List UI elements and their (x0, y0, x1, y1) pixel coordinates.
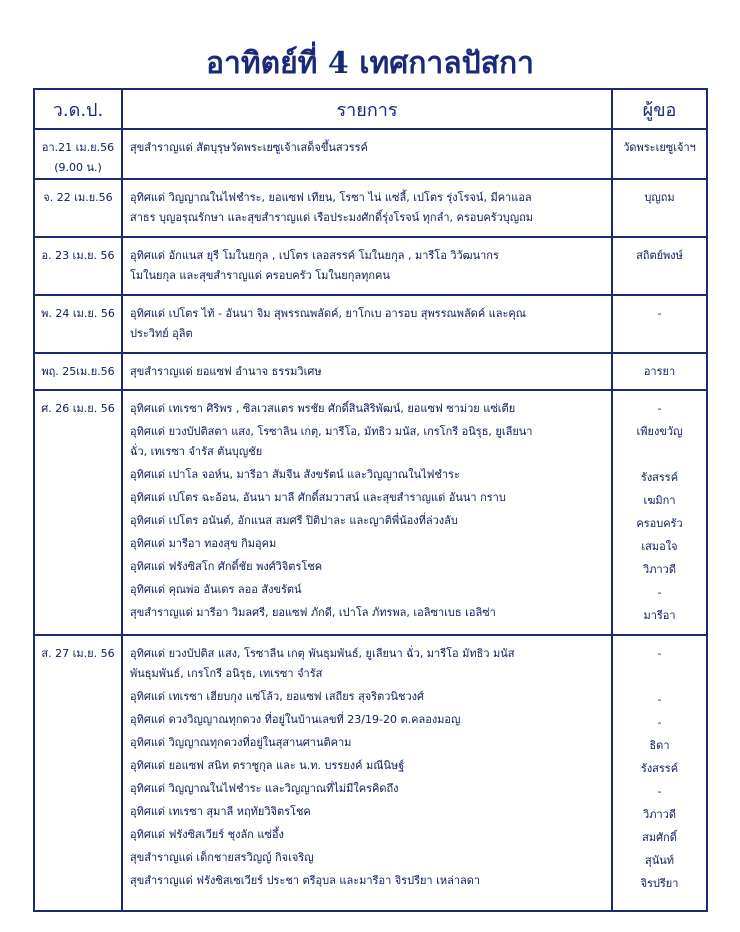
header-list: รายการ (122, 89, 612, 129)
date-text: อา.21 เม.ย.56 (41, 141, 115, 154)
items-cell (122, 635, 612, 911)
intention-line: สุขสำราญแด่ เด็กชายสรวิญญ์ กิจเจริญ (130, 851, 314, 864)
requester-cell (612, 237, 707, 295)
requester-name: วิภาวดี (643, 808, 676, 821)
intention-line: อุทิศแด่ วิญญาณทุกดวงที่อยู่ในสุสานศานติคาม (130, 736, 352, 749)
date-text: อ. 23 เม.ย. 56 (41, 249, 115, 262)
intention-line: อุทิศแด่ ฟรังซิสโก ศักดิ์ชัย พงศ์วิจิตรโชค (130, 560, 323, 573)
intention-line: อุทิศแด่ ยวงบัปติสตา แสง, โรซาลิน เกตุ, มารีโอ, มัทธิว มนัส, เกรโกรี อนิรุธ, ยูเลียนา (130, 425, 533, 438)
intention-line: อุทิศแด่ วิญญาณในไฟชำระ, ยอแซฟ เทียน, โรซา ไน่ แซ่ลี้, เปโตร รุ่งโรจน์, มีคาแอล (130, 191, 532, 204)
intention-line: ฉั่ว, เทเรซา จำรัส ตันบุญชัย (130, 445, 263, 458)
requester-name: บุญถม (644, 191, 675, 204)
requester-name: รังสรรค์ (640, 762, 679, 775)
intention-line: อุทิศแด่ เปโตร ฉะอ้อน, อันนา มาลี ศักดิ์สมวาสน์ และสุขสำราญแด่ อันนา กราบ (130, 491, 506, 504)
requester-name: วิภาวดี (643, 563, 676, 576)
requester-cell (612, 295, 707, 353)
requester-name: สมศักดิ์ (642, 831, 677, 844)
requester-name: จิรปรียา (640, 877, 679, 890)
intention-line: พันธุมพันธ์, เกรโกรี อนิรุธ, เทเรซา จำรัส (130, 667, 323, 680)
table-row (34, 179, 707, 237)
requester-name: - (657, 307, 662, 320)
intention-line: อุทิศแด่ มารีอา ทองสุข กิมอุคม (130, 537, 277, 550)
intention-line: สุขสำราญแด่ ยอแซฟ อำนาจ ธรรมวิเศษ (130, 365, 322, 378)
requester-cell (612, 353, 707, 390)
requester-name: เพียงขวัญ (636, 425, 683, 438)
date-text: ศ. 26 เม.ย. 56 (41, 402, 115, 415)
table-row (34, 237, 707, 295)
intention-line: สุขสำราญแด่ สัตบุรุษวัดพระเยซูเจ้าเสด็จขึ้นสวรรค์ (130, 141, 368, 154)
date-cell (34, 179, 122, 237)
table-row (34, 390, 707, 635)
requester-name: วัดพระเยซูเจ้าฯ (623, 141, 696, 154)
date-cell (34, 295, 122, 353)
date-text: พฤ. 25เม.ย.56 (41, 365, 115, 378)
requester-cell (612, 129, 707, 179)
header-row (34, 89, 707, 129)
requester-name: - (657, 716, 662, 729)
requester-name: เสมอใจ (641, 540, 678, 553)
date-cell (34, 390, 122, 635)
items-cell (122, 129, 612, 179)
requester-cell (612, 635, 707, 911)
intention-line: อุทิศแด่ เปาโล จอห์น, มารีอา สัมจีน สังขรัตน์ และวิญญาณในไฟชำระ (130, 468, 460, 481)
intention-line: อุทิศแด่ อักแนส ยุรี โมในยกุล , เปโตร เลอสรรค์ โมในยกุล , มารีโอ วิวัฒนากร (130, 249, 499, 262)
date-text: (9.00 น.) (54, 161, 102, 174)
intention-line: อุทิศแด่ คุณพ่อ อันเดร ลออ สังขรัตน์ (130, 583, 302, 596)
date-cell (34, 129, 122, 179)
intention-line: อุทิศแด่ ยอแซฟ สนิท ตราชูกุล และ น.ท. บรรยงค์ มณีนิษฐ์ (130, 759, 405, 772)
items-cell (122, 237, 612, 295)
requester-name: ธิดา (649, 739, 670, 752)
requester-name: สถิตย์พงษ์ (636, 249, 683, 262)
date-text: พ. 24 เม.ย. 56 (41, 307, 115, 320)
intention-line: อุทิศแด่ เทเรซา เฮียบกุง แซ่โล้ว, ยอแซฟ เสถียร สุจริตวนิชวงศ์ (130, 690, 424, 703)
header-requester: ผู้ขอ (612, 89, 707, 129)
intention-line: อุทิศแด่ ดวงวิญญาณทุกดวง ที่อยู่ในบ้านเลขที่ 23/19-20 ต.คลองมอญ (130, 713, 461, 726)
intention-line: สุขสำราญแด่ ฟรังซิสเซเวียร์ ประชา ตรีอุบล และมารีอา จิรปรียา เหล่าลดา (130, 874, 481, 887)
requester-name: - (657, 586, 662, 599)
table-row (34, 295, 707, 353)
intention-line: โมในยกุล และสุขสำราญแด่ ครอบครัว โมในยกุลทุกคน (130, 269, 390, 282)
schedule-table (33, 88, 708, 912)
intention-line: อุทิศแด่ เปโตร ไท้ - อันนา จิม สุพรรณพลัดค์, ยาโกเบ อารอบ สุพรรณพลัดค์ และคุณ (130, 307, 526, 320)
date-cell (34, 353, 122, 390)
intention-line: อุทิศแด่ เปโตร อนันต์, อักแนส สมศรี ปิติปาละ และญาติพี่น้องที่ล่วงลับ (130, 514, 458, 527)
intention-line: อุทิศแด่ ยวงบัปติส แสง, โรซาลีน เกตุ พันธุมพันธ์, ยูเลียนา ฉั่ว, มารีโอ มัทธิว มนัส (130, 647, 515, 660)
date-cell (34, 237, 122, 295)
date-cell (34, 635, 122, 911)
requester-name: รังสรรค์ (640, 471, 679, 484)
intention-line: อุทิศแด่ ฟรังซิสเวียร์ ชุงลัก แซ่อึ้ง (130, 828, 284, 841)
items-cell (122, 295, 612, 353)
requester-name: - (657, 693, 662, 706)
date-text: จ. 22 เม.ย.56 (43, 191, 113, 204)
requester-name: - (657, 402, 662, 415)
items-cell (122, 390, 612, 635)
requester-name: เฆมิกา (643, 494, 676, 507)
items-cell (122, 353, 612, 390)
requester-cell (612, 390, 707, 635)
intention-line: อุทิศแด่ เทเรซา ศิริพร , ซิลเวสแตร พรชัย ศักดิ์สินสิริพัฒน์, ยอแซฟ ซาม่วย แซ่เตีย (130, 402, 516, 415)
items-cell (122, 179, 612, 237)
requester-name: อารยา (643, 365, 676, 378)
requester-name: สุนันท์ (644, 854, 674, 867)
date-text: ส. 27 เม.ย. 56 (41, 647, 115, 660)
intention-line: สุขสำราญแด่ มารีอา วิมลศรี, ยอแซฟ ภักดี, เปาโล ภัทรพล, เอลิซาเบธ เอลิซ่า (130, 606, 496, 619)
requester-name: มารีอา (643, 609, 676, 622)
requester-name: - (657, 647, 662, 660)
intention-line: สาธร บุญอรุณรักษา และสุขสำราญแด่ เรือประมงศักดิ์รุ่งโรจน์ ทุกลำ, ครอบครัวบุญถม (130, 211, 534, 224)
table-row (34, 129, 707, 179)
requester-cell (612, 179, 707, 237)
table-row (34, 635, 707, 911)
requester-name: ครอบครัว (636, 517, 683, 530)
intention-line: อุทิศแด่ วิญญาณในไฟชำระ และวิญญาณที่ไม่มีใครคิดถึง (130, 782, 399, 795)
header-date: ว.ด.ป. (34, 89, 122, 129)
intention-line: อุทิศแด่ เทเรซา สุมาลี หฤทัยวิจิตรโชค (130, 805, 311, 818)
table-row (34, 353, 707, 390)
requester-name: - (657, 785, 662, 798)
intention-line: ประวิทย์ อุลิต (130, 327, 193, 340)
page-title: อาทิตย์ที่ 4 เทศกาลปัสกา (205, 46, 535, 81)
schedule-body (34, 129, 707, 911)
